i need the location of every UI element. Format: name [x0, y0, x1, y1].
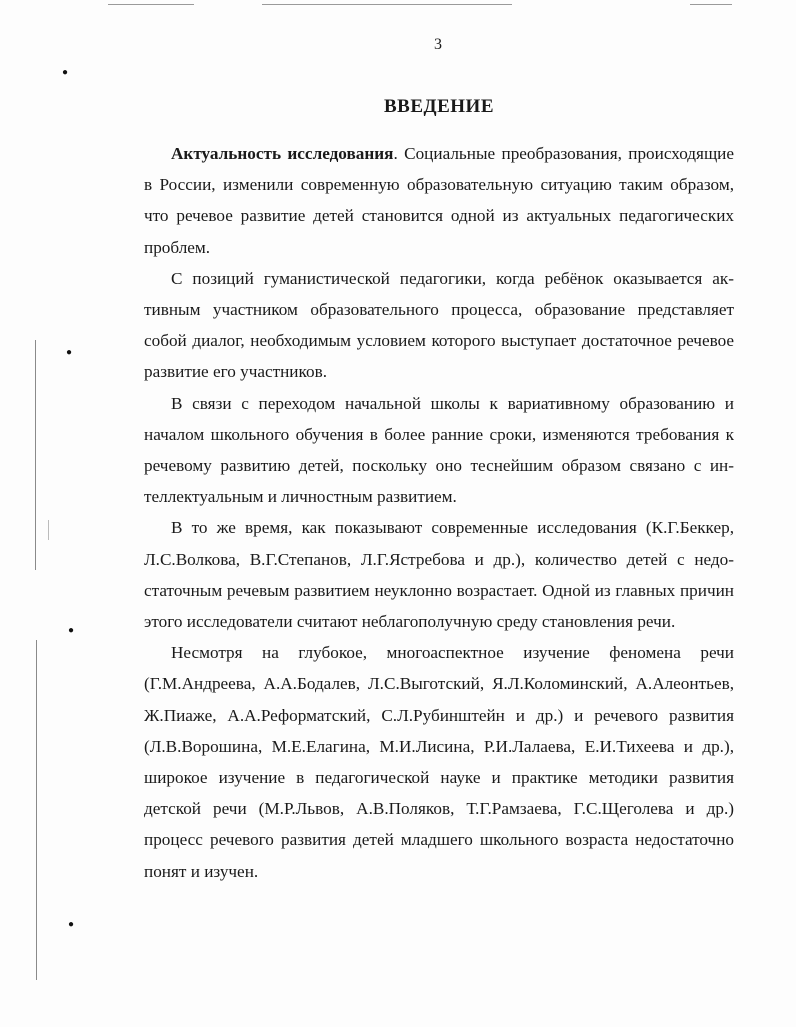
scan-margin-line — [36, 640, 37, 980]
scan-edge-line — [262, 4, 512, 5]
paragraph-lead: Актуальность исследования — [171, 144, 394, 163]
scan-margin-line — [48, 520, 49, 540]
paragraph-text: С позиций гуманистической педагогики, когда ребёнок оказывается активным участником образовательного процесса, образование представляет собой диалог, необходимым условием которого выступает достаточное речевое развитие его участников. — [144, 268, 734, 382]
scan-edge-line — [690, 4, 732, 5]
binding-hole-mark: ● — [66, 347, 73, 358]
binding-hole-mark: ● — [68, 919, 75, 930]
binding-hole-mark: ● — [68, 625, 75, 636]
scan-edge-line — [108, 4, 194, 5]
page-number: 3 — [434, 36, 442, 53]
paragraph-text: В то же время, как показывают современные исследования (К.Г.Беккер, Л.С.Волкова, В.Г.Степанов, Л.Г.Ястребова и др.), количество детей с недостаточным речевым развитием неуклонно возрастает. Одной из главных причин этого исследователи считают неблагополучную среду становления речи. — [144, 518, 734, 632]
binding-hole-mark: ● — [62, 67, 69, 78]
paragraph-text: В связи с переходом начальной школы к вариативному образованию и началом школьного обучения в более ранние сроки, изменяются требования к речевому развитию детей, поскольку оно теснейшим образом связано с интеллектуальным и личностным развитием. — [144, 393, 734, 507]
paragraph — [144, 388, 734, 513]
paragraph — [144, 512, 734, 637]
paragraph — [144, 263, 734, 388]
paragraph-text: Несмотря на глубокое, многоаспектное изучение феномена речи (Г.М.Андреева, А.А.Бодалев, Л.С.Выготский, Я.Л.Коломинский, А.Алеонтьев, Ж.Пиаже, А.А.Реформатский, С.Л.Рубинштейн и др.) и речевого развития (Л.В.Ворошина, М.Е.Елагина, М.И.Лисина, Р.И.Лалаева, Е.И.Тихеева и др.), широкое изучение в педагогической науке и практике методики развития детской речи (М.Р.Львов, А.В.Поляков, Т.Г.Рамзаева, Г.С.Щеголева и др.) процесс речевого развития детей младшего школьного возраста недостаточно понят и изучен. — [144, 643, 734, 881]
paragraph — [144, 637, 734, 887]
scan-margin-line — [35, 340, 36, 570]
section-title: ВВЕДЕНИЕ — [384, 95, 494, 117]
paragraph — [144, 138, 734, 263]
paragraph-text: . Социальные преобразования, происходящие в России, изменили современную образовательную ситуацию таким образом, что речевое развитие детей становится одной из актуальных педагогических проблем. — [144, 144, 735, 257]
body-text — [144, 138, 734, 887]
